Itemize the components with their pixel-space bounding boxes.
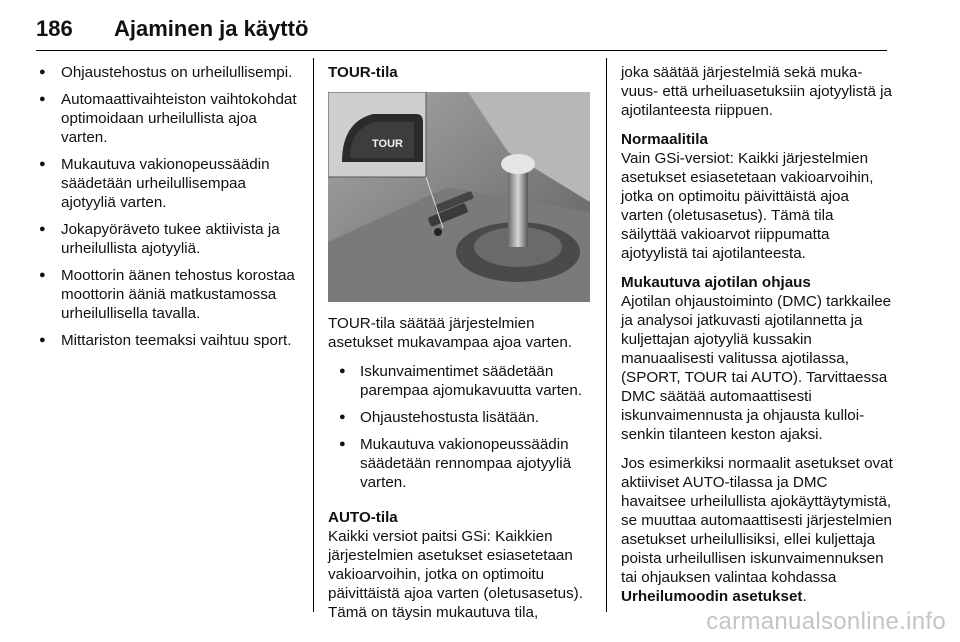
adaptive-mode-text: Ajotilan ohjaustoiminto (DMC) tarkkailee ja analysoi jatkuvasti ajotilannetta ja kuljettajan ajotyyliä kussakin manuaalisesti valitussa ajotilassa, (SPORT, TOUR tai AUTO). Tarvittaessa DMC säätää automaattisesti iskunvaimennusta ja ohjausta kulloisenkin tilanteen keston ajaksi. [621,293,892,443]
column-divider-1 [313,58,314,612]
list-item: ● Iskunvaimentimet säädetään parempaa ajomukavuutta varten. [336,362,593,400]
list-item: ● Mittariston teemaksi vaihtuu sport. [36,331,302,350]
example-text-end: . [802,588,807,605]
tour-button-figure [328,92,590,302]
page-number: 186 [36,16,73,41]
page-title: Ajaminen ja käyttö [114,16,309,41]
list-item: ● Ohjaustehostus on urheilullisempi. [36,63,302,82]
list-item: ● Automaattivaihteiston vaihtokohdat optimoidaan urheilullista ajoa varten. [36,90,302,147]
auto-mode-text: Kaikki versiot paitsi GSi: Kaikkien järjestelmien asetukset esiasetetaan vakioarvoihin, jotka on optimoitu päivittäistä ajoa varten (oletusasetus). Tämä on täysin mukautuva tila, [328,528,583,621]
gear-console-illustration [328,92,590,302]
auto-mode-heading: AUTO-tila [328,509,398,526]
continued-text: joka säätää järjestelmiä sekä mukavuus- että urheiluasetuksiin ajotyylistä ja ajotilanteesta riippuen. [621,64,892,119]
column-2 [328,63,593,632]
column-1 [36,63,302,358]
list-item: ● Jokapyöräveto tukee aktiivista ja urheilullista ajotyyliä. [36,220,302,258]
example-text-body: Jos esimerkiksi normaalit asetukset ovat aktiiviset AUTO-tilassa ja DMC havaitsee urheilullista ajokäyttäytymistä, se muuttaa automaattisesti järjestelmien asetukset urheilullisiksi, ellei kuljettaja poista urheilullisen iskunvaimennuksen tai ohjauksen valintaa kohdassa [621,455,893,586]
column-divider-2 [606,58,607,612]
page-header [36,16,896,50]
tour-button-label: TOUR [372,138,403,150]
list-item: ● Mukautuva vakionopeussäädin säädetään rennompaa ajotyyliä varten. [336,435,593,492]
normal-mode-heading: Normaalitila [621,131,708,148]
sport-settings-term: Urheilumoodin asetukset [621,588,803,605]
tour-mode-bullet-list [336,362,593,492]
example-text [621,454,893,606]
tour-mode-heading: TOUR-tila [328,64,398,81]
normal-mode-text: Vain GSi-versiot: Kaikki järjestelmien asetukset esiasetetaan vakioarvoihin, jotka on optimoitu päivittäistä ajoa varten (oletusasetus). Tämä tila säilyttää vakioarvot riippumatta ajotyylistä tai ajotilanteesta. [621,150,874,262]
tour-mode-text: TOUR-tila säätää järjestelmien asetukset mukavampaa ajoa varten. [328,315,572,351]
column-3 [621,63,893,616]
adaptive-mode-heading: Mukautuva ajotilan ohjaus [621,274,811,291]
sport-mode-bullet-list [36,63,302,350]
list-item: ● Moottorin äänen tehostus korostaa moottorin ääniä matkustamossa urheilullisella tavalla. [36,266,302,323]
list-item: ● Mukautuva vakionopeussäädin säädetään urheilullisempaa ajotyyliä varten. [36,155,302,212]
list-item: ● Ohjaustehostusta lisätään. [336,408,593,427]
watermark: carmanualsonline.info [706,608,946,635]
header-rule [36,50,887,51]
